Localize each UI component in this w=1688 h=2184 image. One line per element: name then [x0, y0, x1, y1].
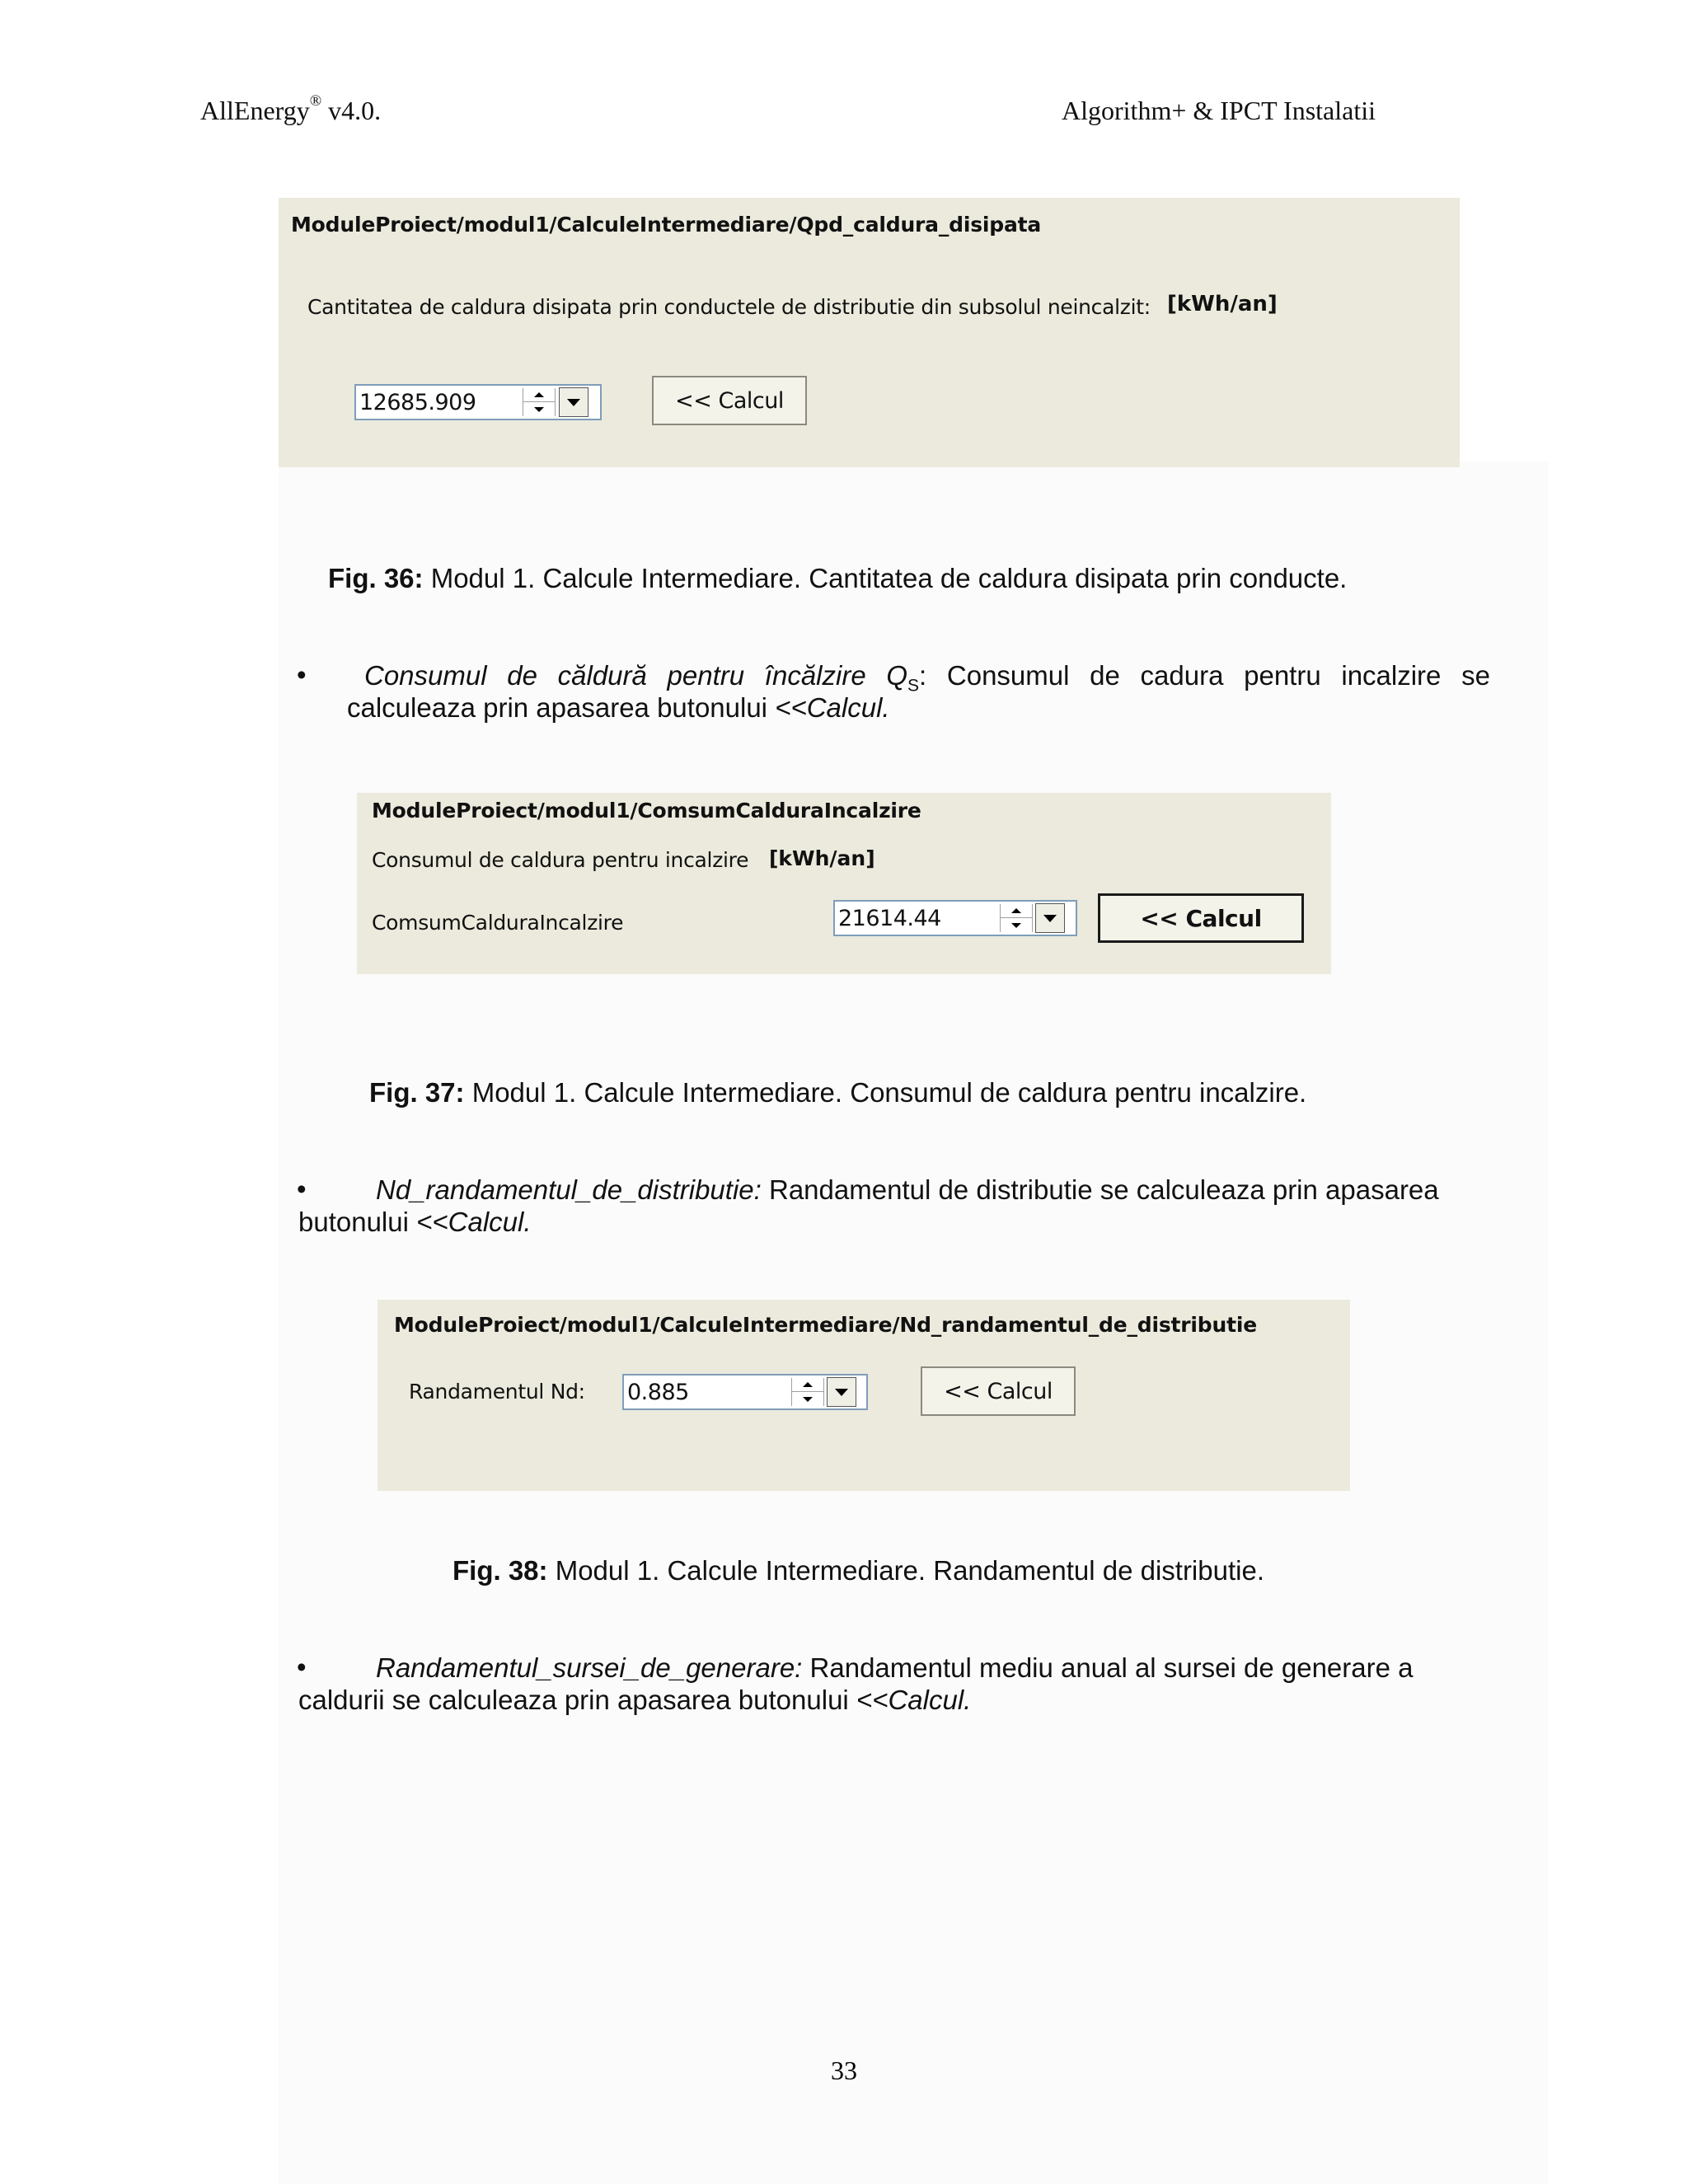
calcul-button[interactable]: << Calcul — [1098, 893, 1304, 943]
consum-value: 21614.44 — [838, 906, 941, 931]
calcul-button[interactable]: << Calcul — [921, 1366, 1076, 1416]
bullet-symbol: • — [297, 1174, 307, 1204]
spin-arrows-icon[interactable] — [791, 1378, 824, 1406]
panel-path: ModuleProiect/modul1/ComsumCalduraIncalzire — [372, 799, 921, 823]
spin-arrows-icon[interactable] — [523, 388, 556, 416]
randament-value: 0.885 — [627, 1380, 689, 1405]
bullet1-line2: calculeaza prin apasarea butonului <<Calcul. — [347, 692, 890, 723]
dropdown-arrow-icon[interactable] — [559, 387, 588, 417]
fig36-caption: Fig. 36: Modul 1. Calcule Intermediare. Cantitatea de caldura disipata prin conducte. — [328, 563, 1348, 593]
bullet2-line2: butonului <<Calcul. — [298, 1207, 532, 1237]
panel-path: ModuleProiect/modul1/CalculeIntermediare/Nd_randamentul_de_distributie — [394, 1313, 1257, 1337]
randament-panel — [377, 1300, 1350, 1491]
qpd-unit: [kWh/an] — [1167, 292, 1278, 316]
randament-value-spinner[interactable] — [622, 1374, 868, 1410]
bullet-symbol: • — [297, 659, 307, 690]
qpd-value: 12685.909 — [359, 390, 476, 415]
panel-path: ModuleProiect/modul1/CalculeIntermediare/Qpd_caldura_disipata — [291, 213, 1042, 237]
calcul-button[interactable]: << Calcul — [652, 376, 807, 425]
qpd-value-spinner[interactable] — [354, 384, 602, 420]
header-company: Algorithm+ & IPCT Instalatii — [1062, 96, 1376, 125]
bullet3-line2: caldurii se calculeaza prin apasarea butonului <<Calcul. — [298, 1685, 972, 1715]
header-product: AllEnergy® v4.0. — [200, 92, 382, 125]
spin-arrows-icon[interactable] — [1000, 904, 1033, 932]
fig38-caption: Fig. 38: Modul 1. Calcule Intermediare. Randamentul de distributie. — [452, 1555, 1264, 1586]
consum-panel — [357, 793, 1331, 974]
dropdown-arrow-icon[interactable] — [827, 1377, 856, 1407]
bullet3-line1: Randamentul_sursei_de_generare: Randamentul mediu anual al sursei de generare a — [376, 1652, 1414, 1683]
page-number: 33 — [831, 2055, 857, 2085]
bullet1-paragraph: Consumul de căldură pentru încălzire $Q_S$: Consumul de cadura pentru incalzire se — [364, 660, 1490, 696]
bullet2-line1: Nd_randamentul_de_distributie: Randamentul de distributie se calculeaza prin apasarea — [376, 1174, 1439, 1205]
consum-label: Consumul de caldura pentru incalzire — [372, 848, 749, 872]
qpd-panel — [279, 198, 1460, 467]
dropdown-arrow-icon[interactable] — [1035, 903, 1065, 933]
qpd-label: Cantitatea de caldura disipata prin conductele de distributie din subsolul neincalzit: — [307, 295, 1151, 319]
consum-value-spinner[interactable] — [833, 900, 1077, 936]
fig37-caption: Fig. 37: Modul 1. Calcule Intermediare. Consumul de caldura pentru incalzire. — [369, 1077, 1307, 1108]
consum-unit: [kWh/an] — [769, 846, 875, 870]
bullet-symbol: • — [297, 1652, 307, 1682]
randament-label: Randamentul Nd: — [409, 1380, 585, 1404]
consum-field-label: ComsumCalduraIncalzire — [372, 911, 624, 935]
